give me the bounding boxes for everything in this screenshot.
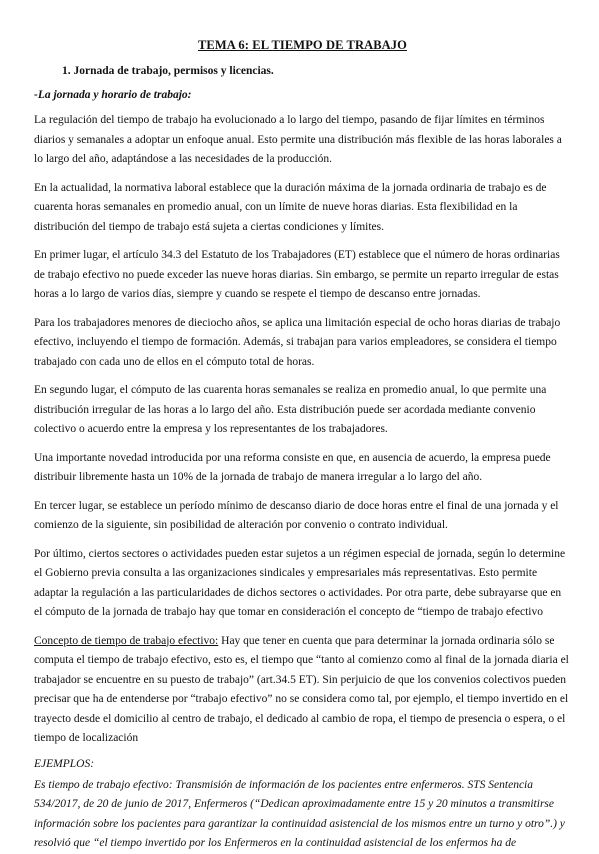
section-heading: 1. Jornada de trabajo, permisos y licencias. xyxy=(62,65,274,77)
examples-label: EJEMPLOS: xyxy=(34,757,95,770)
paragraph: En tercer lugar, se establece un período mínimo de descanso diario de doce horas entre el final de una jornada y el comienzo de la siguiente, sin posibilidad de alteración por convenio o contrato individual. xyxy=(34,499,559,531)
paragraph: En la actualidad, la normativa laboral establece que la duración máxima de la jornada ordinaria de trabajo es de cuarenta horas semanales en promedio anual, con un límite de nueve horas diarias. Esta flexibilidad en la distribución del tiempo de trabajo está sujeta a ciertas condiciones y límites. xyxy=(34,181,547,233)
paragraph: Una importante novedad introducida por una reforma consiste en que, en ausencia de acuerdo, la empresa puede distribuir libremente hasta un 10% de la jornada de trabajo de manera irregular a lo largo del año. xyxy=(34,451,551,483)
paragraph: Por último, ciertos sectores o actividades pueden estar sujetos a un régimen especial de jornada, según lo determine el Gobierno previa consulta a las organizaciones sindicales y empresariales más representativas. Esto permite adaptar la regulación a las particularidades de dichos sectores o actividades. Por otra parte, debe subrayarse que en el cómputo de la jornada de trabajo hay que tomar en consideración el concepto de “tiempo de trabajo efectivo xyxy=(34,547,566,618)
paragraph: La regulación del tiempo de trabajo ha evolucionado a lo largo del tiempo, pasando de fijar límites en términos diarios y semanales a adoptar un enfoque anual. Esto permite una distribución más flexible de las horas laborales a lo largo del año, adaptándose a las necesidades de la producción. xyxy=(34,114,562,165)
concept-paragraph xyxy=(34,632,571,749)
concept-label: Concepto de tiempo de trabajo efectivo: xyxy=(34,634,219,647)
example-paragraph: Es tiempo de trabajo efectivo: Transmisión de información de los pacientes entre enfermeros. STS Sentencia 534/2017, de 20 de junio de 2017, Enfermeros (“Dedican aproximadamente entre 15 y 20 minutos a transmitirse información sobre los pacientes para garantizar la continuidad asistencial de los mismos entre un turno y otro”.) y resolvió que “el tiempo invertido por los Enfermeros en la continuidad asistencial de los enfermos ha de xyxy=(34,778,565,849)
paragraph: En primer lugar, el artículo 34.3 del Estatuto de los Trabajadores (ET) establece que el número de horas ordinarias de trabajo efectivo no puede exceder las nueve horas diarias. Sin embargo, se permite un reparto irregular de estas horas a lo largo de varios días, siempre y cuando se respete el tiempo de descanso entre jornadas. xyxy=(34,249,560,300)
concept-text: Hay que tener en cuenta que para determinar la jornada ordinaria sólo se computa el tiempo de trabajo efectivo, esto es, el tiempo que “tanto al comienzo como al final de la jornada diaria el trabajador se encuentre en su puesto de trabajo” (art.34.5 ET). Sin perjuicio de que los convenios colectivos pueden precisar que ha de entenderse por “trabajo efectivo” no se considera como tal, por ejemplo, el tiempo invertido en el trayecto desde el domicilio al centro de trabajo, el dedicado al cambio de ropa, el tiempo de presencia o espera, o el tiempo de localización xyxy=(34,634,569,744)
document-title: TEMA 6: EL TIEMPO DE TRABAJO xyxy=(198,38,407,52)
subheading: -La jornada y horario de trabajo: xyxy=(34,89,192,101)
paragraph: Para los trabajadores menores de dieciocho años, se aplica una limitación especial de ocho horas diarias de trabajo efectivo, incluyendo el tiempo de formación. Además, si trabajan para varios empleadores, se considera el tiempo trabajado con cada uno de ellos en el cómputo total de horas. xyxy=(34,316,561,368)
paragraph: En segundo lugar, el cómputo de las cuarenta horas semanales se realiza en promedio anual, lo que permite una distribución irregular de las horas a lo largo del año. Esta distribución puede ser acordada mediante convenio colectivo o acuerdo entre la empresa y los representantes de los trabajadores. xyxy=(34,384,547,435)
